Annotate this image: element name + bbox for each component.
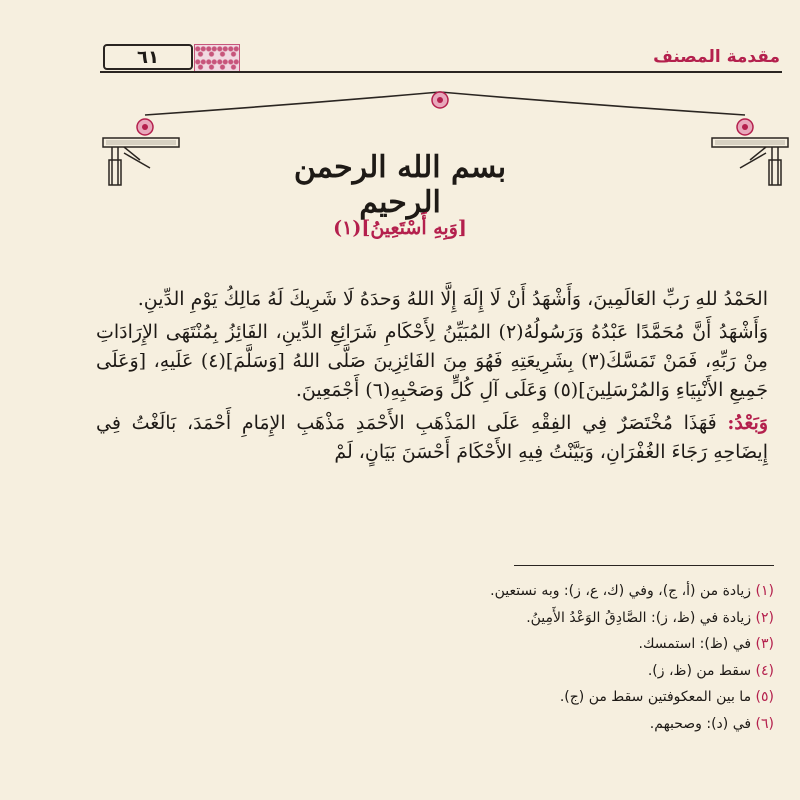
footnote-number: (٤): [755, 662, 774, 679]
footnote-rule: [514, 565, 774, 566]
paragraph-1: الحَمْدُ للهِ رَبِّ العَالَمِينَ، وَأَشْهَدُ أَنْ لَا إِلَهَ إِلَّا اللهُ وَحدَهُ لَا شَرِيكَ لَهُ مَالِكُ يَوْمِ الدِّينِ.: [137, 288, 768, 310]
footnote-text: زيادة من (أ، ج)، وفي (ك، ع، ز): وبه نستعين.: [490, 583, 752, 599]
footnote-number: (٣): [755, 636, 774, 652]
header-rule: [100, 71, 782, 73]
page-number-text: ٦١: [137, 46, 159, 68]
footnote-text: سقط من (ظ، ز).: [647, 662, 752, 679]
footnote-number: (٥): [755, 689, 774, 705]
footnote: [94, 631, 774, 658]
footnote-number: (١): [755, 583, 774, 599]
section-title: مقدمة المصنف: [653, 47, 780, 67]
footnote: [94, 711, 774, 738]
paragraph-2: وَأَشْهَدُ أَنَّ مُحَمَّدًا عَبْدُهُ وَرَسُولُهُ(٢) المُبَيِّنُ لِأَحْكَامِ شَرَائِعِ الدِّينِ، الفَائِزُ بِمُنْتَهَى الإِرَادَاتِ مِنْ رَبِّهِ، فَمَنْ تَمَسَّكَ(٣) بِشَرِيعَتِهِ فَهُوَ مِنَ الفَائِزِينَ صَلَّى اللهُ [وَسَلَّمَ](٤) عَلَيهِ، [وَعَلَى جَمِيعِ الأَنْبِيَاءِ وَالمُرْسَلِينَ](٥) وَعَلَى آلِ كُلٍّ وَصَحْبِهِ(٦) أَجْمَعِينَ.: [96, 321, 769, 401]
footnote-text: ما بين المعكوفتين سقط من (ج).: [559, 689, 752, 705]
paragraph-3: [96, 409, 768, 467]
footnote: [94, 684, 774, 711]
footnote: [94, 658, 774, 685]
invocation-heading: [وَبِهِ أَسْتَعِينُ](١): [333, 217, 467, 239]
paragraph-3-text: فَهَذَا مُخْتَصَرٌ فِي الفِقْهِ عَلَى المَذْهَبِ الأَحْمَدِ مَذْهَبِ الإِمَامِ أَحْمَدَ، بَالَغْتُ فِي إِيضَاحِهِ رَجَاءَ الغُفْرَانِ، وَبَيَّنْتُ فِيهِ الأَحْكَامَ أَحْسَنَ بَيَانٍ، لَمْ: [96, 412, 768, 463]
page-number: [103, 44, 193, 70]
center-flower-icon: [432, 92, 448, 108]
footnote-text: في (ظ): استمسك.: [638, 636, 752, 652]
footnotes: [94, 578, 774, 737]
header-ornament: [194, 44, 240, 72]
basmala: بسم الله الرحمن الرحيم: [293, 150, 507, 220]
left-pillar-icon: [103, 119, 179, 185]
footnote-number: (٢): [755, 609, 774, 626]
footnote-text: في (د): وصحبهم.: [649, 715, 752, 732]
right-pillar-icon: [712, 119, 788, 185]
body-text: [96, 285, 768, 471]
footnote-text: زيادة في (ظ، ز): الصَّادِقُ الوَعْدُ الأَمِينُ.: [526, 609, 752, 626]
paragraph-3-lead: وَبَعْدُ:: [727, 412, 768, 434]
footnote-number: (٦): [755, 715, 774, 732]
footnote: [94, 578, 774, 605]
footnote: [94, 605, 774, 632]
